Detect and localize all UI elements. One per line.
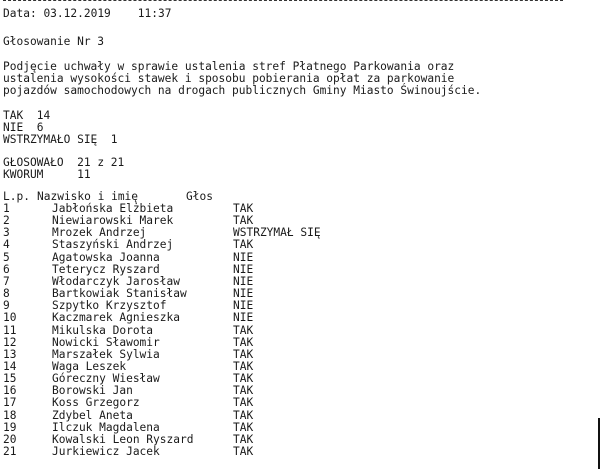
- row-number: 18: [3, 408, 17, 422]
- member-name: Agatowska Joanna: [52, 250, 160, 264]
- member-name: Włodarczyk Jarosław: [52, 274, 180, 288]
- abstain-value: 1: [110, 133, 118, 146]
- quorum-label: KWORUM: [3, 168, 44, 181]
- member-name: Waga Leszek: [52, 360, 127, 373]
- member-vote: NIE: [233, 299, 254, 313]
- member-vote: NIE: [233, 287, 254, 301]
- attendance-quorum: [3, 169, 91, 182]
- table-row: [3, 410, 363, 422]
- member-vote: TAK: [233, 408, 254, 422]
- member-name: Marszałek Sylwia: [52, 347, 160, 361]
- table-row: [3, 312, 363, 324]
- member-name: Teterycz Ryszard: [52, 262, 160, 276]
- member-vote: TAK: [233, 202, 254, 215]
- member-vote: TAK: [233, 432, 254, 446]
- member-vote: TAK: [233, 420, 254, 434]
- nie-label: NIE: [3, 121, 24, 134]
- table-row: [3, 239, 363, 251]
- voted-value: 21 z 21: [77, 156, 125, 169]
- member-name: Kowalski Leon Ryszard: [52, 432, 194, 446]
- date-line: [3, 8, 171, 21]
- table-row: [3, 397, 363, 409]
- row-number: 11: [3, 323, 17, 337]
- row-number: 8: [3, 287, 10, 301]
- tak-value: 14: [36, 109, 51, 122]
- col-vote-header: Głos: [186, 190, 213, 203]
- member-name: Zdybel Aneta: [52, 408, 133, 422]
- member-name: Mrozek Andrzej: [52, 226, 147, 240]
- row-number: 20: [3, 432, 17, 446]
- top-dashed-rule: [3, 0, 563, 1]
- member-name: Niewiarowski Marek: [52, 214, 174, 228]
- member-name: Jurkiewicz Jacek: [52, 445, 160, 458]
- member-name: Kaczmarek Agnieszka: [52, 311, 180, 325]
- col-name-header: Nazwisko i imię: [37, 190, 139, 203]
- row-number: 13: [3, 347, 17, 361]
- row-number: 4: [3, 238, 10, 252]
- row-number: 6: [3, 262, 10, 276]
- member-name: Bartkowiak Stanisław: [52, 287, 187, 301]
- row-number: 17: [3, 396, 17, 410]
- row-number: 2: [3, 214, 10, 228]
- row-number: 19: [3, 420, 17, 434]
- member-name: Góreczny Wiesław: [52, 372, 160, 386]
- row-number: 1: [3, 202, 10, 215]
- row-number: 10: [3, 311, 17, 325]
- nie-value: 6: [36, 121, 44, 134]
- member-name: Ilczuk Magdalena: [52, 420, 160, 434]
- time-value: 11:37: [137, 7, 172, 20]
- summary-abstain: [3, 134, 118, 147]
- member-vote: TAK: [233, 214, 254, 228]
- row-number: 14: [3, 360, 17, 373]
- table-row: [3, 446, 363, 458]
- table-row: [3, 325, 363, 337]
- voting-title: Głosowanie Nr 3: [3, 35, 105, 48]
- table-row: [3, 349, 363, 361]
- date-value: 03.12.2019: [43, 7, 111, 20]
- table-row: [3, 252, 363, 264]
- row-number: 9: [3, 299, 10, 313]
- table-row: [3, 422, 363, 434]
- row-number: 16: [3, 384, 17, 398]
- row-number: 12: [3, 335, 17, 349]
- table-row: [3, 300, 363, 312]
- table-row: [3, 337, 363, 349]
- quorum-value: 11: [77, 168, 91, 181]
- member-name: Mikulska Dorota: [52, 323, 154, 337]
- member-name: Staszyński Andrzej: [52, 238, 174, 252]
- table-row: [3, 373, 363, 385]
- table-row: [3, 276, 363, 288]
- member-vote: TAK: [233, 323, 254, 337]
- member-vote: NIE: [233, 311, 254, 325]
- member-vote: TAK: [233, 238, 254, 252]
- member-vote: NIE: [233, 250, 254, 264]
- col-lp-header: L.p.: [3, 190, 30, 203]
- member-name: Jabłońska Elżbieta: [52, 202, 174, 215]
- subject-line-2: ustalenia wysokości stawek i sposobu pobierania opłat za parkowanie: [3, 72, 455, 85]
- row-number: 3: [3, 226, 10, 240]
- subject-line-1: Podjęcie uchwały w sprawie ustalenia stref Płatnego Parkowania oraz: [3, 60, 455, 73]
- tak-label: TAK: [3, 109, 24, 122]
- member-vote: TAK: [233, 384, 254, 398]
- subject-line-3: pojazdów samochodowych na drogach publicznych Gminy Miasto Świnoujście.: [3, 84, 482, 97]
- member-vote: NIE: [233, 274, 254, 288]
- date-label: Data:: [3, 7, 37, 20]
- row-number: 7: [3, 274, 10, 288]
- row-number: 21: [3, 445, 17, 458]
- member-vote: TAK: [233, 335, 254, 349]
- member-vote: NIE: [233, 262, 254, 276]
- abstain-label: WSTRZYMAŁO SIĘ: [3, 133, 98, 146]
- member-vote: TAK: [233, 372, 254, 386]
- member-vote: TAK: [233, 360, 254, 373]
- member-name: Szpytko Krzysztof: [52, 299, 167, 313]
- table-row: [3, 264, 363, 276]
- member-vote: TAK: [233, 445, 254, 458]
- member-vote: TAK: [233, 347, 254, 361]
- table-row: [3, 203, 363, 215]
- row-number: 5: [3, 250, 10, 264]
- member-name: Borowski Jan: [52, 384, 133, 398]
- row-number: 15: [3, 372, 17, 386]
- member-name: Nowicki Sławomir: [52, 335, 160, 349]
- member-vote: TAK: [233, 396, 254, 410]
- member-name: Koss Grzegorz: [52, 396, 140, 410]
- member-vote: WSTRZYMAŁ SIĘ: [233, 226, 321, 240]
- voted-label: GŁOSOWAŁO: [3, 156, 64, 169]
